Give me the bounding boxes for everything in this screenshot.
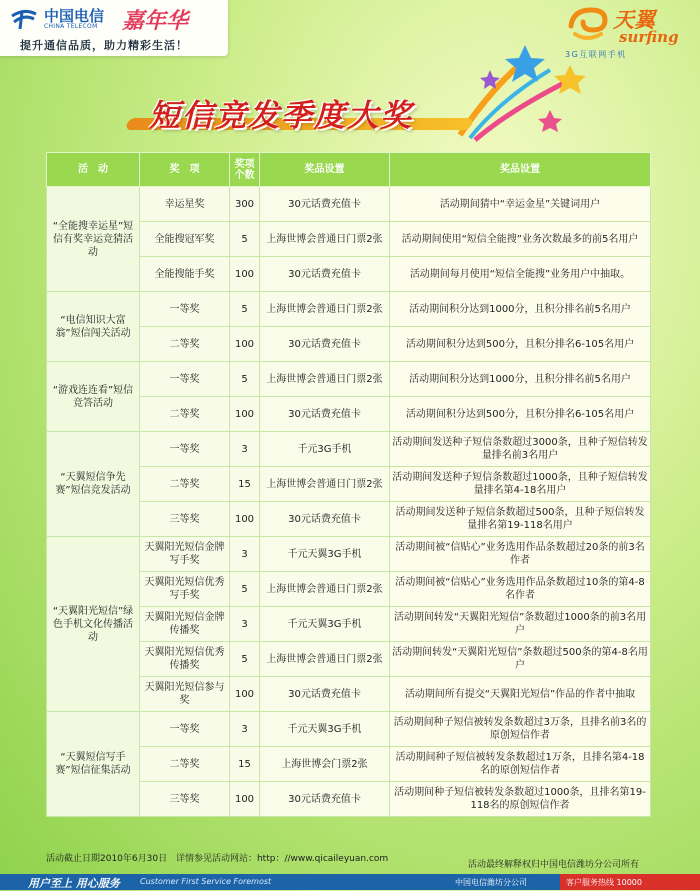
condition-cell: 活动期间转发“天翼阳光短信”条数超过1000条的前3名用户 [390,607,651,642]
prize-cell: 一等奖 [140,292,230,327]
brand-name-en: CHINA TELECOM [44,23,98,30]
table-header-row [47,153,651,187]
condition-cell: 活动期间积分达到500分，且积分排名6-105名用户 [390,397,651,432]
count-cell: 100 [230,327,260,362]
condition-cell: 活动期间转发“天翼阳光短信”条数超过500条的第4-8名用户 [390,642,651,677]
condition-cell: 活动期间发送种子短信条数超过500条，且种子短信转发量排名第19-118名用户 [390,502,651,537]
prize-cell: 三等奖 [140,782,230,817]
count-cell: 100 [230,502,260,537]
prize-cell: 二等奖 [140,747,230,782]
item-cell: 30元话费充值卡 [260,677,390,712]
surfing-name-cn: 天翼 [613,8,655,32]
surfing-name-en: surfing [619,28,679,46]
condition-cell: 活动期间使用“短信全能搜”业务次数最多的前5名用户 [390,222,651,257]
prize-cell: 天翼阳光短信优秀传播奖 [140,642,230,677]
header-count: 奖项个数 [230,153,260,187]
condition-cell: 活动期间积分达到1000分，且积分排名前5名用户 [390,362,651,397]
item-cell: 千元天翼3G手机 [260,607,390,642]
activity-cell: “全能搜幸运星”短信有奖幸运竞猜活动 [47,187,140,292]
hotline-badge [560,874,700,890]
prize-cell: 二等奖 [140,397,230,432]
count-cell: 15 [230,747,260,782]
condition-cell: 活动期间发送种子短信条数超过3000条，且种子短信转发量排名前3名用户 [390,432,651,467]
activity-cell: “游戏连连看”短信竞答活动 [47,362,140,432]
item-cell: 千元3G手机 [260,432,390,467]
header-item: 奖品设置 [260,153,390,187]
page-title: 短信竞发季度大奖 [149,98,413,134]
table-row [47,292,651,327]
count-cell: 15 [230,467,260,502]
service-slogan-en: Customer First Service Foremost [140,877,272,886]
activity-cell: “天翼短信争先赛”短信竞发活动 [47,432,140,537]
prize-cell: 一等奖 [140,432,230,467]
item-cell: 30元话费充值卡 [260,502,390,537]
count-cell: 3 [230,432,260,467]
prize-cell: 幸运星奖 [140,187,230,222]
item-cell: 30元话费充值卡 [260,782,390,817]
service-slogan: 用户至上 用心服务 [28,877,120,890]
count-cell: 300 [230,187,260,222]
count-cell: 5 [230,292,260,327]
count-cell: 100 [230,677,260,712]
table-row [47,432,651,467]
table-row [47,537,651,572]
count-cell: 5 [230,572,260,607]
surfing-swirl-icon [565,4,613,44]
header [0,0,700,150]
brand-name-cn: 中国电信 [44,7,105,25]
condition-cell: 活动期间被“信贴心”业务选用作品条数超过20条的前3名作者 [390,537,651,572]
prize-cell: 一等奖 [140,362,230,397]
condition-cell: 活动期间种子短信被转发条数超过1000条，且排名第19-118名的原创短信作者 [390,782,651,817]
item-cell: 30元话费充值卡 [260,187,390,222]
count-cell: 5 [230,222,260,257]
item-cell: 上海世博会普通日门票2张 [260,222,390,257]
prize-cell: 全能搜能手奖 [140,257,230,292]
prize-cell: 三等奖 [140,502,230,537]
rights-text: 活动最终解释权归中国电信潍坊分公司所有 [468,860,640,870]
count-cell: 5 [230,362,260,397]
header-condition: 奖品设置 [390,153,651,187]
hotline-text: 客户服务热线 10000 [566,878,642,887]
item-cell: 30元话费充值卡 [260,327,390,362]
logo-panel [0,0,228,56]
slogan: 提升通信品质，助力精彩生活！ [20,39,188,52]
condition-cell: 活动期间积分达到1000分，且积分排名前5名用户 [390,292,651,327]
prize-cell: 天翼阳光短信金牌写手奖 [140,537,230,572]
prize-cell: 天翼阳光短信优秀写手奖 [140,572,230,607]
details-link[interactable]: 详情参见活动网站：http：//www.qicaileyuan.com [175,854,389,864]
bottom-bar [0,874,700,890]
prize-cell: 一等奖 [140,712,230,747]
item-cell: 上海世博会普通日门票2张 [260,572,390,607]
activity-cell: “天翼短信写手赛”短信征集活动 [47,712,140,817]
item-cell: 上海世博会普通日门票2张 [260,362,390,397]
header-prize: 奖 项 [140,153,230,187]
prize-cell: 天翼阳光短信金牌传播奖 [140,607,230,642]
table-row [47,187,651,222]
count-cell: 5 [230,642,260,677]
count-cell: 3 [230,712,260,747]
item-cell: 30元话费充值卡 [260,257,390,292]
count-cell: 3 [230,537,260,572]
condition-cell: 活动期间所有提交“天翼阳光短信”作品的作者中抽取 [390,677,651,712]
condition-cell: 活动期间被“信贴心”业务选用作品条数超过10条的第4-8名作者 [390,572,651,607]
item-cell: 上海世博会普通日门票2张 [260,292,390,327]
item-cell: 上海世博会普通日门票2张 [260,642,390,677]
condition-cell: 活动期间种子短信被转发条数超过1万条，且排名第4-18名的原创短信作者 [390,747,651,782]
condition-cell: 活动期间猜中“幸运金星”关键词用户 [390,187,651,222]
item-cell: 千元天翼3G手机 [260,712,390,747]
item-cell: 30元话费充值卡 [260,397,390,432]
count-cell: 100 [230,782,260,817]
activity-cell: “天翼阳光短信”绿色手机文化传播活动 [47,537,140,712]
item-cell: 上海世博会普通日门票2张 [260,467,390,502]
count-cell: 3 [230,607,260,642]
condition-cell: 活动期间种子短信被转发条数超过3万条，且排名前3名的原创短信作者 [390,712,651,747]
prize-cell: 二等奖 [140,327,230,362]
awards-table [46,152,651,817]
title-banner [127,90,472,140]
table-row [47,712,651,747]
count-cell: 100 [230,257,260,292]
table-row [47,362,651,397]
deadline-text: 活动截止日期2010年6月30日 [46,854,168,864]
prize-cell: 天翼阳光短信参与奖 [140,677,230,712]
condition-cell: 活动期间积分达到500分，且积分排名6-105名用户 [390,327,651,362]
china-telecom-logo-icon [10,6,38,30]
prize-cell: 全能搜冠军奖 [140,222,230,257]
header-activity: 活 动 [47,153,140,187]
carnival-logo: 嘉年华 [122,8,189,34]
activity-cell: “电信知识大富翁”短信闯关活动 [47,292,140,362]
count-cell: 100 [230,397,260,432]
item-cell: 上海世博会门票2张 [260,747,390,782]
company-name: 中国电信潍坊分公司 [455,878,527,887]
condition-cell: 活动期间每月使用“短信全能搜”业务用户中抽取。 [390,257,651,292]
condition-cell: 活动期间发送种子短信条数超过1000条，且种子短信转发量排名第4-18名用户 [390,467,651,502]
item-cell: 千元天翼3G手机 [260,537,390,572]
surfing-subtitle: 3G互联网手机 [565,50,627,59]
prize-cell: 二等奖 [140,467,230,502]
